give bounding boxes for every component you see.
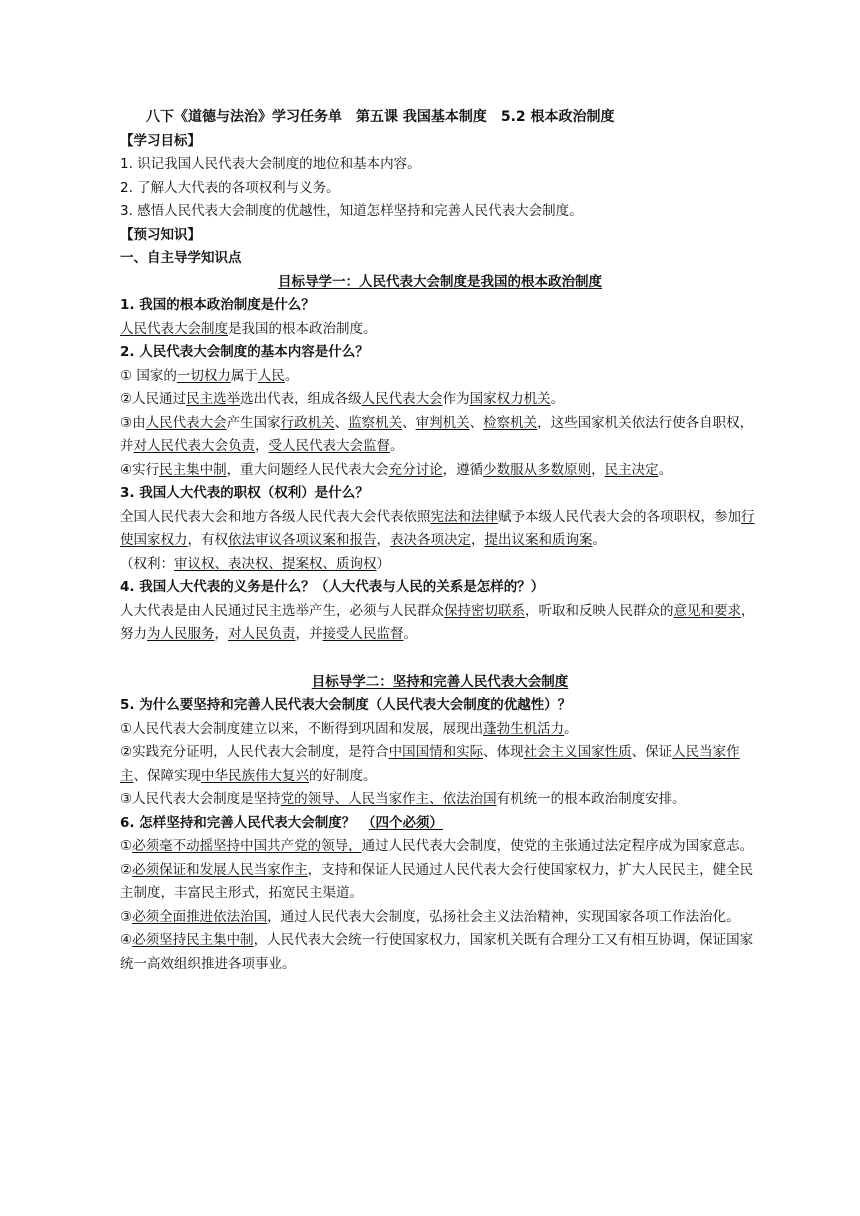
answer-6-item: ④必须坚持民主集中制，人民代表大会统一行使国家权力，国家机关既有合理分工又有相互协调，保证国家统一高效组织推进各项事业。 bbox=[120, 932, 754, 972]
answer-2-item: ③由人民代表大会产生国家行政机关、监察机关、审判机关、检察机关，这些国家机关依法行使各自职权，并对人民代表大会负责，受人民代表大会监督。 bbox=[120, 414, 754, 454]
objective-item: 2. 了解人大代表的各项权利与义务。 bbox=[120, 179, 340, 196]
answer-5-item: ①人民代表大会制度建立以来，不断得到巩固和发展，展现出蓬勃生机活力。 bbox=[120, 720, 578, 737]
answer-2-item: ②人民通过民主选举选出代表，组成各级人民代表大会作为国家权力机关。 bbox=[120, 391, 565, 407]
question-6: 6. 怎样坚持和完善人民代表大会制度？ （四个必须） bbox=[120, 814, 443, 831]
answer-4: 人大代表是由人民通过民主选举产生，必须与人民群众保持密切联系，听取和反映人民群众的意见和要求，努力为人民服务，对人民负责，并接受人民监督。 bbox=[120, 602, 755, 642]
question-1: 1. 我国的根本政治制度是什么？ bbox=[120, 297, 315, 313]
answer-2-item: ① 国家的一切权力属于人民。 bbox=[120, 367, 299, 384]
spacer bbox=[120, 647, 760, 671]
question-3: 3. 我国人大代表的职权（权利）是什么？ bbox=[120, 485, 369, 501]
answer-3: 全国人民代表大会和地方各级人民代表大会代表依照宪法和法律赋予本级人民代表大会的各项职权，参加行使国家权力，有权依法审议各项议案和报告，表决各项决定，提出议案和质询案。 bbox=[120, 508, 755, 548]
answer-1: 人民代表大会制度是我国的根本政治制度。 bbox=[120, 320, 377, 337]
document-page bbox=[120, 106, 760, 976]
section-heading: 一、自主导学知识点 bbox=[120, 250, 242, 266]
question-5: 5. 为什么要坚持和完善人民代表大会制度（人民代表大会制度的优越性）？ bbox=[120, 697, 572, 713]
objective-item: 1. 识记我国人民代表大会制度的地位和基本内容。 bbox=[120, 156, 421, 172]
guide-heading-1: 目标导学一：人民代表大会制度是我国的根本政治制度 bbox=[278, 273, 602, 290]
answer-6-item: ①必须毫不动摇坚持中国共产党的领导，通过人民代表大会制度，使党的主张通过法定程序成为国家意志。 bbox=[120, 838, 754, 854]
answer-5-item: ③人民代表大会制度是坚持党的领导、人民当家作主、依法治国有机统一的根本政治制度安排。 bbox=[120, 791, 686, 807]
answer-6-item: ②必须保证和发展人民当家作主，支持和保证人民通过人民代表大会行使国家权力，扩大人民民主，健全民主制度，丰富民主形式，拓宽民主渠道。 bbox=[120, 861, 754, 901]
guide-heading-2: 目标导学二：坚持和完善人民代表大会制度 bbox=[311, 673, 569, 690]
objectives-heading: 【学习目标】 bbox=[120, 132, 201, 149]
page-title: 八下《道德与法治》学习任务单 第五课 我国基本制度 5.2 根本政治制度 bbox=[146, 109, 615, 125]
objective-item: 3. 感悟人民代表大会制度的优越性，知道怎样坚持和完善人民代表大会制度。 bbox=[120, 203, 583, 219]
answer-3-rights: （权利：审议权、表决权、提案权、质询权） bbox=[120, 555, 390, 572]
answer-6-item: ③必须全面推进依法治国，通过人民代表大会制度，弘扬社会主义法治精神，实现国家各项工作法治化。 bbox=[120, 908, 740, 925]
answer-5-item: ②实践充分证明，人民代表大会制度，是符合中国国情和实际、体现社会主义国家性质、保证人民当家作主、保障实现中华民族伟大复兴的好制度。 bbox=[120, 744, 740, 784]
question-2: 2. 人民代表大会制度的基本内容是什么？ bbox=[120, 344, 369, 360]
preview-heading: 【预习知识】 bbox=[120, 226, 201, 243]
question-4: 4. 我国人大代表的义务是什么？（人大代表与人民的关系是怎样的？） bbox=[120, 579, 545, 595]
answer-2-item: ④实行民主集中制，重大问题经人民代表大会充分讨论，遵循少数服从多数原则，民主决定。 bbox=[120, 461, 673, 478]
